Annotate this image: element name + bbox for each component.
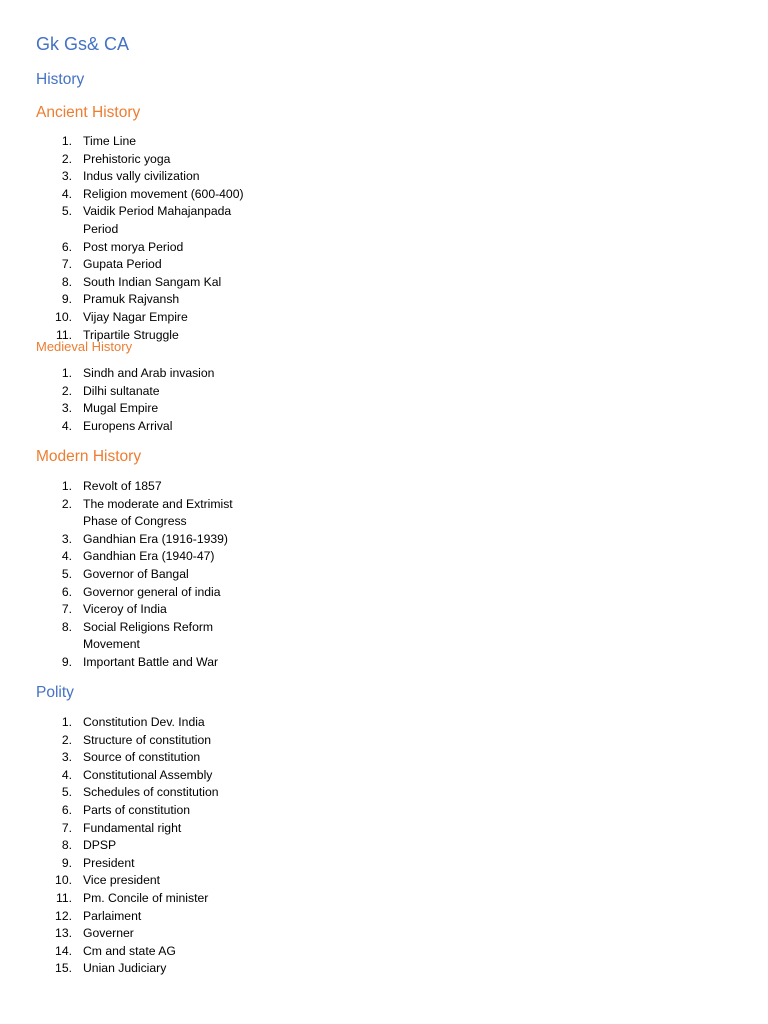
- modern-history-list: [0, 478, 400, 672]
- list-item: [0, 496, 253, 531]
- list-item: [0, 943, 253, 961]
- list-text: Vijay Nagar Empire: [83, 309, 188, 324]
- list-item: [0, 531, 253, 549]
- list-number: 1.: [61, 479, 72, 493]
- list-item: [0, 400, 253, 418]
- list-text: Unian Judiciary: [83, 961, 167, 976]
- list-text: President: [83, 855, 135, 870]
- list-item: [0, 478, 253, 496]
- list-text: Structure of constitution: [83, 732, 212, 747]
- list-number: 6.: [61, 584, 72, 599]
- list-text: Source of constitution: [83, 750, 201, 765]
- list-text: Pramuk Rajvansh: [83, 292, 180, 307]
- modern-history-heading: Modern History: [36, 448, 142, 465]
- list-text: Vaidik Period Mahajanpada Period: [83, 204, 232, 236]
- list-text: Parts of constitution: [83, 802, 191, 817]
- list-number: 4.: [61, 186, 72, 201]
- list-number: 8.: [61, 838, 72, 853]
- list-number: 13.: [55, 926, 72, 941]
- list-text: Tripartile Struggle: [83, 327, 179, 342]
- document-title: Gk Gs& CA: [36, 34, 130, 54]
- list-number: 3.: [61, 750, 72, 765]
- list-number: 5.: [61, 785, 72, 800]
- list-text: Constitution Dev. India: [83, 715, 205, 729]
- medieval-history-list: [0, 365, 400, 435]
- list-item: [0, 654, 253, 672]
- list-item: [0, 274, 253, 292]
- list-number: 2.: [61, 151, 72, 166]
- list-item: [0, 186, 253, 204]
- list-item: [0, 309, 253, 327]
- list-number: 7.: [61, 257, 72, 272]
- list-item: [0, 566, 253, 584]
- list-number: 3.: [61, 531, 72, 546]
- list-item: [0, 837, 253, 855]
- list-item: [0, 239, 253, 257]
- list-number: 4.: [61, 549, 72, 564]
- list-number: 5.: [61, 204, 72, 219]
- list-item: [0, 908, 253, 926]
- list-text: Europens Arrival: [83, 418, 173, 433]
- history-heading: History: [36, 71, 85, 88]
- list-item: [0, 925, 253, 943]
- list-text: Gandhian Era (1916-1939): [83, 531, 228, 546]
- list-item: [0, 256, 253, 274]
- list-number: 7.: [61, 820, 72, 835]
- list-number: 1.: [61, 134, 72, 148]
- list-text: Important Battle and War: [83, 654, 219, 669]
- list-number: 9.: [61, 292, 72, 307]
- list-item: [0, 855, 253, 873]
- list-number: 8.: [61, 274, 72, 289]
- list-number: 1.: [61, 366, 72, 380]
- list-number: 1.: [61, 715, 72, 729]
- list-text: South Indian Sangam Kal: [83, 274, 222, 289]
- list-number: 2.: [61, 496, 72, 511]
- list-item: [0, 418, 253, 436]
- list-item: [0, 802, 253, 820]
- list-text: Revolt of 1857: [83, 479, 162, 493]
- list-number: 12.: [55, 908, 72, 923]
- list-item: [0, 960, 253, 978]
- list-number: 11.: [55, 890, 72, 905]
- list-number: 7.: [61, 602, 72, 617]
- list-text: Governer: [83, 926, 134, 941]
- list-item: [0, 767, 253, 785]
- list-text: Social Religions Reform Movement: [83, 619, 214, 652]
- list-text: Parlaiment: [83, 908, 142, 923]
- list-number: 3.: [61, 401, 72, 416]
- list-number: 8.: [61, 619, 72, 634]
- list-text: Gupata Period: [83, 257, 162, 272]
- ancient-history-heading: Ancient History: [36, 104, 141, 121]
- list-text: Dilhi sultanate: [83, 383, 160, 398]
- list-number: 2.: [61, 383, 72, 398]
- list-number: 9.: [61, 654, 72, 669]
- polity-heading: Polity: [36, 684, 74, 701]
- list-number: 6.: [61, 239, 72, 254]
- list-text: Pm. Concile of minister: [83, 890, 209, 905]
- list-number: 2.: [61, 732, 72, 747]
- list-text: Constitutional Assembly: [83, 767, 213, 782]
- list-item: [0, 151, 253, 169]
- list-text: DPSP: [83, 838, 117, 853]
- list-number: 3.: [61, 169, 72, 184]
- list-number: 5.: [61, 566, 72, 581]
- list-item: [0, 784, 253, 802]
- list-item: [0, 714, 253, 732]
- list-text: Governor of Bangal: [83, 566, 189, 581]
- list-text: Prehistoric yoga: [83, 151, 171, 166]
- list-number: 4.: [61, 418, 72, 433]
- list-number: 11.: [55, 327, 72, 342]
- list-number: 10.: [55, 873, 72, 888]
- list-text: Fundamental right: [83, 820, 182, 835]
- list-number: 4.: [61, 767, 72, 782]
- medieval-history-heading: Medieval History: [36, 339, 133, 354]
- list-number: 6.: [61, 802, 72, 817]
- list-item: [0, 890, 253, 908]
- list-text: The moderate and Extrimist Phase of Congress: [83, 496, 233, 529]
- list-item: [0, 584, 253, 602]
- list-text: Cm and state AG: [83, 943, 176, 958]
- list-item: [0, 133, 253, 151]
- list-item: [0, 749, 253, 767]
- list-text: Post morya Period: [83, 239, 184, 254]
- list-item: [0, 548, 253, 566]
- list-item: [0, 365, 253, 383]
- list-item: [0, 732, 253, 750]
- list-number: 10.: [55, 309, 72, 324]
- list-text: Viceroy of India: [83, 602, 167, 617]
- list-item: [0, 619, 253, 654]
- list-text: Vice president: [83, 873, 161, 888]
- list-item: [0, 820, 253, 838]
- list-text: Time Line: [83, 134, 137, 148]
- list-text: Schedules of constitution: [83, 785, 219, 800]
- list-text: Governor general of india: [83, 584, 221, 599]
- list-item: [0, 291, 253, 309]
- list-item: [0, 383, 253, 401]
- list-text: Sindh and Arab invasion: [83, 366, 215, 380]
- list-item: [0, 168, 253, 186]
- list-text: Indus vally civilization: [83, 169, 200, 184]
- polity-list: [0, 714, 400, 978]
- list-text: Religion movement (600-400): [83, 186, 244, 201]
- ancient-history-list: [0, 133, 400, 344]
- list-number: 15.: [55, 961, 72, 976]
- list-item: [0, 203, 253, 238]
- list-number: 14.: [55, 943, 72, 958]
- list-text: Mugal Empire: [83, 401, 159, 416]
- list-text: Gandhian Era (1940-47): [83, 549, 215, 564]
- list-item: [0, 601, 253, 619]
- list-number: 9.: [61, 855, 72, 870]
- list-item: [0, 872, 253, 890]
